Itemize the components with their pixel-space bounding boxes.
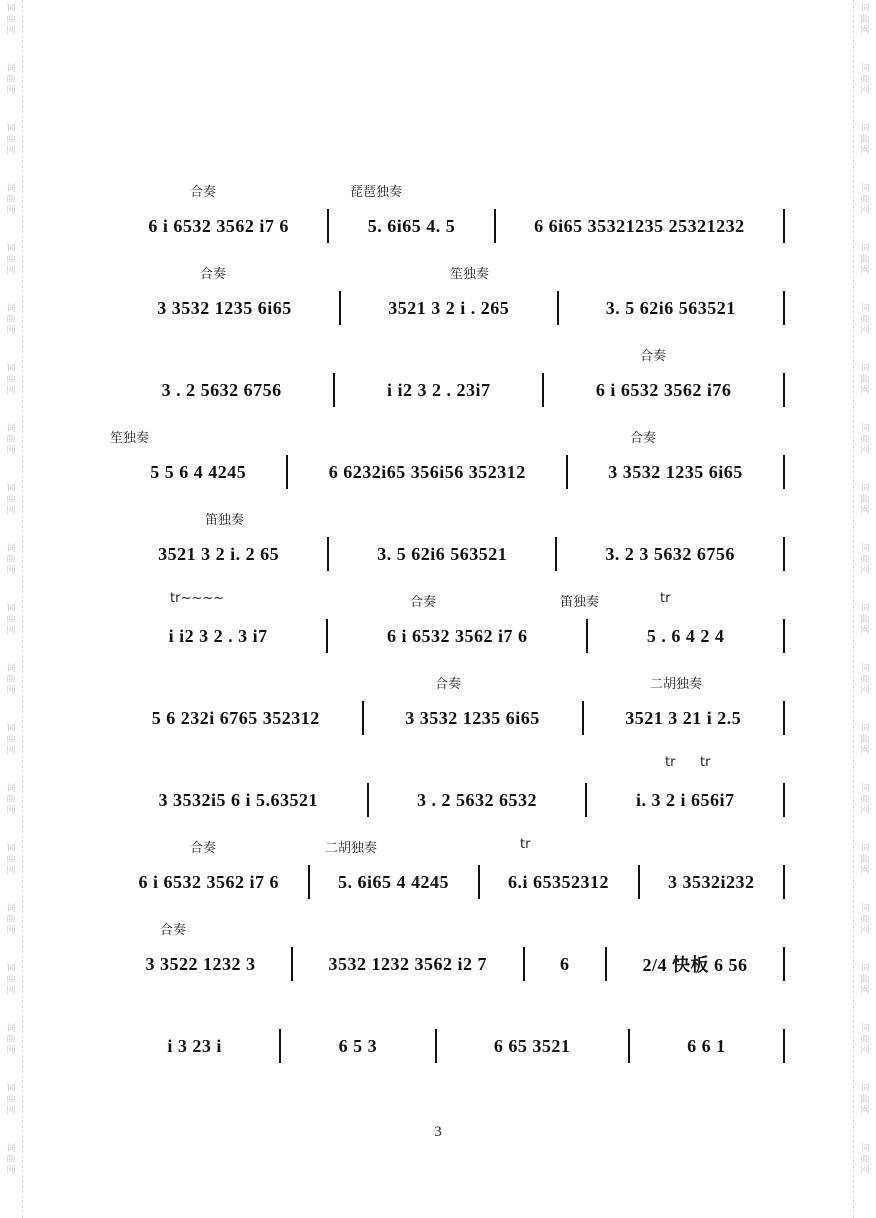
watermark-mark — [2, 1084, 20, 1117]
watermark-mark — [2, 4, 20, 37]
watermark-glyph: 曲 — [860, 135, 870, 145]
performance-annotation: tr — [520, 837, 531, 852]
watermark-mark — [2, 1024, 20, 1057]
watermark-glyph: 曲 — [860, 555, 870, 565]
watermark-glyph: 词 — [6, 1084, 16, 1094]
measure: 6 65 3521 — [493, 1035, 571, 1056]
watermark-glyph: 网 — [860, 26, 870, 36]
watermark-glyph: 网 — [6, 926, 16, 936]
watermark-mark — [856, 904, 874, 937]
measure: 3 . 2 5632 6532 — [416, 789, 537, 810]
watermark-glyph: 曲 — [6, 975, 16, 985]
watermark-glyph: 曲 — [6, 495, 16, 505]
watermark-glyph: 网 — [860, 926, 870, 936]
watermark-glyph: 网 — [860, 146, 870, 156]
watermark-glyph: 网 — [6, 626, 16, 636]
watermark-mark — [856, 184, 874, 217]
bar-line — [783, 291, 785, 325]
watermark-mark — [2, 724, 20, 757]
watermark-glyph: 网 — [6, 686, 16, 696]
watermark-mark — [2, 544, 20, 577]
measure: 6 5 3 — [338, 1035, 378, 1056]
watermark-mark — [2, 424, 20, 457]
notation-line — [110, 865, 785, 899]
score-system — [110, 831, 785, 913]
measure: 3 3532i5 6 i 5.63521 — [158, 789, 318, 810]
performance-annotation: 合奏 — [410, 595, 437, 610]
watermark-mark — [856, 1024, 874, 1057]
watermark-glyph: 网 — [860, 506, 870, 516]
measure: 6 6232i65 356i56 352312 — [328, 461, 526, 482]
watermark-glyph: 曲 — [860, 675, 870, 685]
watermark-glyph: 词 — [860, 4, 870, 14]
watermark-glyph: 曲 — [860, 615, 870, 625]
measure: 6 6i65 35321235 25321232 — [534, 215, 745, 236]
watermark-glyph: 曲 — [6, 435, 16, 445]
measure: 6 i 6532 3562 i7 6 — [138, 871, 279, 892]
watermark-mark — [856, 484, 874, 517]
measure: 3. 5 62i6 563521 — [605, 297, 736, 318]
measure: 5 5 6 4 4245 — [150, 461, 247, 482]
measure: i i2 3 2 . 3 i7 — [168, 625, 268, 646]
watermark-glyph: 网 — [6, 566, 16, 576]
measure: 6 i 6532 3562 i7 6 — [387, 625, 528, 646]
watermark-glyph: 词 — [6, 364, 16, 374]
watermark-glyph: 词 — [860, 664, 870, 674]
watermark-glyph: 词 — [6, 64, 16, 74]
score-system — [110, 421, 785, 503]
measure: 3 . 2 5632 6756 — [161, 379, 282, 400]
watermark-glyph: 网 — [6, 206, 16, 216]
measure: 3521 3 2 i . 265 — [388, 297, 510, 318]
watermark-glyph: 网 — [860, 86, 870, 96]
watermark-glyph: 曲 — [6, 255, 16, 265]
watermark-mark — [2, 304, 20, 337]
measure: 5 . 6 4 2 4 — [646, 625, 725, 646]
watermark-mark — [2, 784, 20, 817]
notation-line — [110, 1029, 785, 1063]
watermark-mark — [2, 604, 20, 637]
watermark-mark — [856, 124, 874, 157]
watermark-glyph: 网 — [860, 266, 870, 276]
watermark-glyph: 曲 — [860, 435, 870, 445]
watermark-glyph: 网 — [860, 386, 870, 396]
watermark-mark — [2, 484, 20, 517]
notation-line — [110, 947, 785, 981]
watermark-glyph: 网 — [6, 1106, 16, 1116]
score-system — [110, 667, 785, 749]
measure: 3521 3 2 i. 2 65 — [158, 543, 280, 564]
watermark-glyph: 曲 — [860, 975, 870, 985]
watermark-glyph: 网 — [860, 1106, 870, 1116]
performance-annotation: 二胡独奏 — [650, 677, 703, 692]
performance-annotation: 笛独奏 — [205, 513, 245, 528]
watermark-glyph: 曲 — [860, 1095, 870, 1105]
watermark-glyph: 曲 — [6, 675, 16, 685]
watermark-glyph: 词 — [860, 1024, 870, 1034]
watermark-mark — [856, 304, 874, 337]
watermark-glyph: 网 — [860, 206, 870, 216]
watermark-glyph: 网 — [860, 1046, 870, 1056]
watermark-glyph: 网 — [860, 326, 870, 336]
watermark-glyph: 网 — [860, 866, 870, 876]
watermark-mark — [856, 544, 874, 577]
watermark-glyph: 曲 — [860, 375, 870, 385]
watermark-mark — [856, 844, 874, 877]
watermark-mark — [2, 244, 20, 277]
score-system — [110, 585, 785, 667]
watermark-glyph: 网 — [6, 266, 16, 276]
watermark-glyph: 网 — [860, 446, 870, 456]
watermark-mark — [856, 664, 874, 697]
watermark-column-left — [0, 0, 23, 1218]
watermark-glyph: 曲 — [860, 735, 870, 745]
watermark-glyph: 词 — [860, 904, 870, 914]
watermark-glyph: 网 — [6, 1046, 16, 1056]
notation-line — [110, 783, 785, 817]
watermark-glyph: 词 — [860, 304, 870, 314]
performance-annotation: 合奏 — [640, 349, 667, 364]
watermark-glyph: 词 — [860, 364, 870, 374]
watermark-glyph: 词 — [860, 724, 870, 734]
watermark-glyph: 词 — [860, 64, 870, 74]
watermark-glyph: 网 — [6, 986, 16, 996]
measure: 3521 3 21 i 2.5 — [625, 707, 742, 728]
watermark-glyph: 网 — [860, 806, 870, 816]
performance-annotation: 二胡独奏 — [325, 841, 378, 856]
watermark-glyph: 曲 — [860, 195, 870, 205]
bar-line — [783, 373, 785, 407]
watermark-glyph: 词 — [6, 664, 16, 674]
bar-line — [783, 455, 785, 489]
score-system — [110, 503, 785, 585]
watermark-mark — [856, 724, 874, 757]
watermark-glyph: 词 — [860, 1084, 870, 1094]
watermark-glyph: 词 — [6, 544, 16, 554]
watermark-glyph: 网 — [6, 506, 16, 516]
watermark-glyph: 网 — [6, 806, 16, 816]
watermark-mark — [2, 664, 20, 697]
watermark-glyph: 曲 — [6, 1155, 16, 1165]
watermark-glyph: 网 — [6, 386, 16, 396]
watermark-glyph: 曲 — [6, 375, 16, 385]
watermark-mark — [2, 904, 20, 937]
watermark-glyph: 曲 — [6, 615, 16, 625]
measure: 6 6 1 — [687, 1035, 726, 1056]
watermark-mark — [856, 4, 874, 37]
performance-annotation: 合奏 — [200, 267, 227, 282]
performance-annotation: tr — [700, 755, 711, 770]
measure: i 3 23 i — [167, 1035, 222, 1056]
watermark-glyph: 词 — [6, 724, 16, 734]
watermark-mark — [856, 64, 874, 97]
notation-line — [110, 701, 785, 735]
watermark-column-right — [853, 0, 876, 1218]
measure: 3 3532i232 — [667, 871, 755, 892]
watermark-glyph: 网 — [6, 746, 16, 756]
score-system — [110, 175, 785, 257]
performance-annotation: 合奏 — [190, 185, 217, 200]
performance-annotation: 笙独奏 — [110, 431, 150, 446]
watermark-glyph: 词 — [6, 304, 16, 314]
bar-line — [783, 947, 785, 981]
watermark-glyph: 词 — [860, 124, 870, 134]
watermark-mark — [856, 424, 874, 457]
performance-annotation: 笙独奏 — [450, 267, 490, 282]
watermark-glyph: 词 — [6, 124, 16, 134]
watermark-glyph: 曲 — [860, 75, 870, 85]
watermark-glyph: 曲 — [6, 735, 16, 745]
watermark-mark — [856, 604, 874, 637]
watermark-glyph: 网 — [6, 866, 16, 876]
watermark-mark — [2, 364, 20, 397]
watermark-glyph: 曲 — [6, 1095, 16, 1105]
measure: 6 i 6532 3562 i76 — [595, 379, 732, 400]
watermark-glyph: 曲 — [6, 855, 16, 865]
watermark-glyph: 词 — [860, 484, 870, 494]
measure: 3. 5 62i6 563521 — [377, 543, 508, 564]
watermark-mark — [856, 1084, 874, 1117]
bar-line — [783, 783, 785, 817]
score-system — [110, 749, 785, 831]
watermark-mark — [856, 364, 874, 397]
watermark-glyph: 曲 — [860, 915, 870, 925]
page-number: 3 — [434, 1124, 442, 1140]
watermark-glyph: 网 — [860, 686, 870, 696]
watermark-glyph: 曲 — [860, 495, 870, 505]
watermark-glyph: 网 — [6, 26, 16, 36]
watermark-mark — [2, 64, 20, 97]
watermark-mark — [856, 964, 874, 997]
watermark-glyph: 词 — [6, 784, 16, 794]
score-system — [110, 913, 785, 995]
watermark-glyph: 网 — [6, 1166, 16, 1176]
watermark-glyph: 网 — [860, 986, 870, 996]
watermark-glyph: 词 — [860, 1144, 870, 1154]
watermark-glyph: 曲 — [6, 795, 16, 805]
watermark-mark — [856, 244, 874, 277]
watermark-glyph: 词 — [6, 604, 16, 614]
performance-annotation: 合奏 — [190, 841, 217, 856]
measure: 3 3532 1235 6i65 — [157, 297, 292, 318]
score-system — [110, 257, 785, 339]
bar-line — [783, 209, 785, 243]
watermark-glyph: 网 — [860, 566, 870, 576]
watermark-glyph: 词 — [6, 4, 16, 14]
watermark-mark — [2, 124, 20, 157]
measure: 5. 6i65 4. 5 — [367, 215, 456, 236]
watermark-glyph: 网 — [860, 626, 870, 636]
notation-line — [110, 209, 785, 243]
measure: 6 i 6532 3562 i7 6 — [148, 215, 289, 236]
watermark-glyph: 词 — [6, 904, 16, 914]
watermark-glyph: 网 — [860, 1166, 870, 1176]
bar-line — [783, 701, 785, 735]
performance-annotation: 笛独奏 — [560, 595, 600, 610]
watermark-mark — [2, 844, 20, 877]
measure: 5. 6i65 4 4245 — [337, 871, 449, 892]
performance-annotation: 合奏 — [160, 923, 187, 938]
watermark-glyph: 曲 — [6, 915, 16, 925]
measure: 2/4 快板 6 56 — [642, 955, 748, 975]
watermark-glyph: 网 — [6, 446, 16, 456]
measure: i i2 3 2 . 23i7 — [386, 379, 491, 400]
watermark-glyph: 词 — [860, 844, 870, 854]
notation-line — [110, 373, 785, 407]
measure: 6 — [560, 953, 570, 974]
watermark-glyph: 曲 — [6, 135, 16, 145]
bar-line — [783, 1029, 785, 1063]
watermark-glyph: 曲 — [860, 1035, 870, 1045]
watermark-glyph: 网 — [6, 146, 16, 156]
measure: 3532 1232 3562 i2 7 — [328, 953, 488, 974]
watermark-glyph: 词 — [6, 244, 16, 254]
watermark-mark — [856, 1144, 874, 1177]
watermark-glyph: 曲 — [860, 255, 870, 265]
measure: 3. 2 3 5632 6756 — [605, 543, 735, 564]
watermark-glyph: 词 — [6, 1144, 16, 1154]
bar-line — [783, 865, 785, 899]
bar-line — [783, 619, 785, 653]
watermark-glyph: 词 — [6, 844, 16, 854]
watermark-mark — [856, 784, 874, 817]
watermark-glyph: 词 — [6, 184, 16, 194]
watermark-glyph: 词 — [860, 244, 870, 254]
measure: 6.i 65352312 — [507, 871, 609, 892]
score-system — [110, 995, 785, 1077]
watermark-glyph: 曲 — [6, 315, 16, 325]
watermark-glyph: 词 — [860, 604, 870, 614]
watermark-glyph: 曲 — [6, 15, 16, 25]
watermark-glyph: 曲 — [860, 795, 870, 805]
watermark-glyph: 曲 — [6, 555, 16, 565]
watermark-glyph: 词 — [860, 184, 870, 194]
watermark-glyph: 词 — [860, 424, 870, 434]
performance-annotation: tr — [660, 591, 671, 606]
notation-line — [110, 455, 785, 489]
music-score — [110, 175, 785, 1077]
bar-line — [783, 537, 785, 571]
watermark-glyph: 词 — [6, 964, 16, 974]
watermark-glyph: 网 — [860, 746, 870, 756]
watermark-glyph: 词 — [6, 1024, 16, 1034]
measure: 3 3522 1232 3 — [145, 953, 256, 974]
measure: 3 3532 1235 6i65 — [608, 461, 743, 482]
watermark-glyph: 词 — [860, 964, 870, 974]
notation-line — [110, 619, 785, 653]
measure: i. 3 2 i 656i7 — [635, 789, 735, 810]
performance-annotation: tr — [665, 755, 676, 770]
watermark-glyph: 曲 — [860, 1155, 870, 1165]
watermark-glyph: 词 — [860, 544, 870, 554]
watermark-glyph: 网 — [6, 326, 16, 336]
watermark-mark — [2, 184, 20, 217]
performance-annotation: tr~~~~ — [170, 591, 225, 606]
watermark-glyph: 词 — [6, 484, 16, 494]
watermark-glyph: 曲 — [6, 1035, 16, 1045]
measure: 3 3532 1235 6i65 — [405, 707, 540, 728]
watermark-glyph: 曲 — [860, 315, 870, 325]
notation-line — [110, 291, 785, 325]
watermark-mark — [2, 1144, 20, 1177]
watermark-glyph: 曲 — [6, 75, 16, 85]
performance-annotation: 合奏 — [435, 677, 462, 692]
watermark-glyph: 曲 — [860, 855, 870, 865]
measure: 5 6 232i 6765 352312 — [151, 707, 320, 728]
watermark-glyph: 网 — [6, 86, 16, 96]
notation-line — [110, 537, 785, 571]
watermark-glyph: 曲 — [6, 195, 16, 205]
score-system — [110, 339, 785, 421]
watermark-glyph: 词 — [6, 424, 16, 434]
watermark-mark — [2, 964, 20, 997]
watermark-glyph: 曲 — [860, 15, 870, 25]
performance-annotation: 合奏 — [630, 431, 657, 446]
performance-annotation: 琵琶独奏 — [350, 185, 403, 200]
watermark-glyph: 词 — [860, 784, 870, 794]
